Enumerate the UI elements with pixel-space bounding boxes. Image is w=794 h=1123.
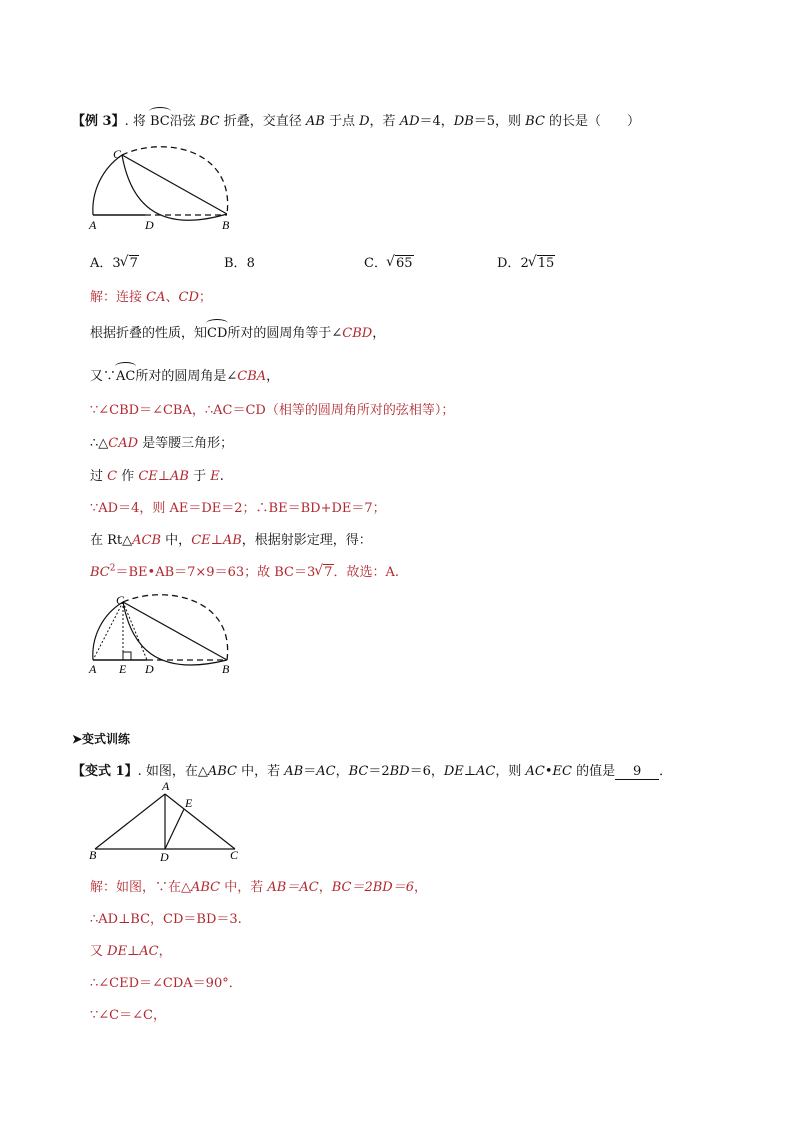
variant-solution-line-1: 解：如图，∵在△ABC 中，若 AB＝AC，BC＝2BD＝6，	[90, 880, 427, 895]
variant-solution-line-3: 又 DE⊥AC，	[90, 944, 172, 959]
option-c: C．√ 65	[364, 252, 414, 271]
answer-blank: 9	[615, 764, 659, 780]
example-tag: 【例 3】	[72, 114, 125, 129]
figure-triangle	[85, 780, 250, 865]
solution-line-1: 解：连接 CA、CD；	[90, 290, 212, 305]
option-b: B．8	[224, 256, 255, 271]
solution-line-4: ∵∠CBD＝∠CBA，∴AC＝CD（相等的圆周角所对的弦相等）；	[90, 403, 455, 418]
section-heading: ➤变式训练	[72, 732, 131, 746]
svg-text:C: C	[113, 147, 122, 161]
svg-text:A: A	[89, 662, 97, 676]
arc-bc: BC	[149, 114, 170, 129]
solution-line-7: ∵AD＝4，则 AE＝DE＝2；∴BE＝BD+DE＝7；	[90, 501, 386, 516]
svg-text:B: B	[89, 848, 97, 862]
svg-text:B: B	[222, 662, 230, 676]
svg-text:E: E	[185, 796, 193, 810]
svg-text:C: C	[230, 848, 239, 862]
svg-text:A: A	[162, 780, 170, 793]
option-a: A．3√ 7	[90, 252, 139, 271]
option-d: D．2√ 15	[497, 252, 555, 271]
variant-solution-line-5: ∵∠C＝∠C，	[90, 1008, 166, 1023]
example3-question: 【例 3】. 将 BC沿弦 BC 折叠，交直径 AB 于点 D，若 AD＝4，DB＝5，则 BC 的长是（ ）	[72, 114, 641, 129]
svg-text:B: B	[222, 218, 230, 232]
solution-line-5: ∴△CAD 是等腰三角形；	[90, 436, 234, 451]
figure-fold-1	[85, 140, 245, 232]
svg-text:C: C	[116, 593, 125, 607]
svg-text:D: D	[160, 850, 169, 864]
svg-text:E: E	[119, 662, 127, 676]
figure-fold-2	[85, 590, 245, 680]
variant-solution-line-2: ∴AD⊥BC，CD＝BD＝3.	[90, 912, 242, 927]
svg-text:D: D	[145, 218, 154, 232]
svg-text:D: D	[145, 662, 154, 676]
solution-line-3: 又∵AC所对的圆周角是∠CBA，	[90, 369, 280, 384]
variant-solution-line-4: ∴∠CED＝∠CDA＝90°．	[90, 976, 242, 991]
svg-text:A: A	[89, 218, 97, 232]
variant1-question: 【变式 1】. 如图，在△ABC 中，若 AB＝AC，BC＝2BD＝6，DE⊥AC，则 AC•EC 的值是 9 ．	[72, 764, 673, 779]
solution-line-6: 过 C 作 CE⊥AB 于 E.	[90, 469, 224, 484]
solution-line-8: 在 Rt△ACB 中，CE⊥AB，根据射影定理，得：	[90, 533, 372, 548]
solution-line-9: $BC^2=BE•AB=7\times 9=63$；故 BC＝3√ 7．故选：A.	[90, 561, 399, 580]
solution-line-2: 根据折叠的性质，知CD所对的圆周角等于∠CBD，	[90, 326, 386, 341]
